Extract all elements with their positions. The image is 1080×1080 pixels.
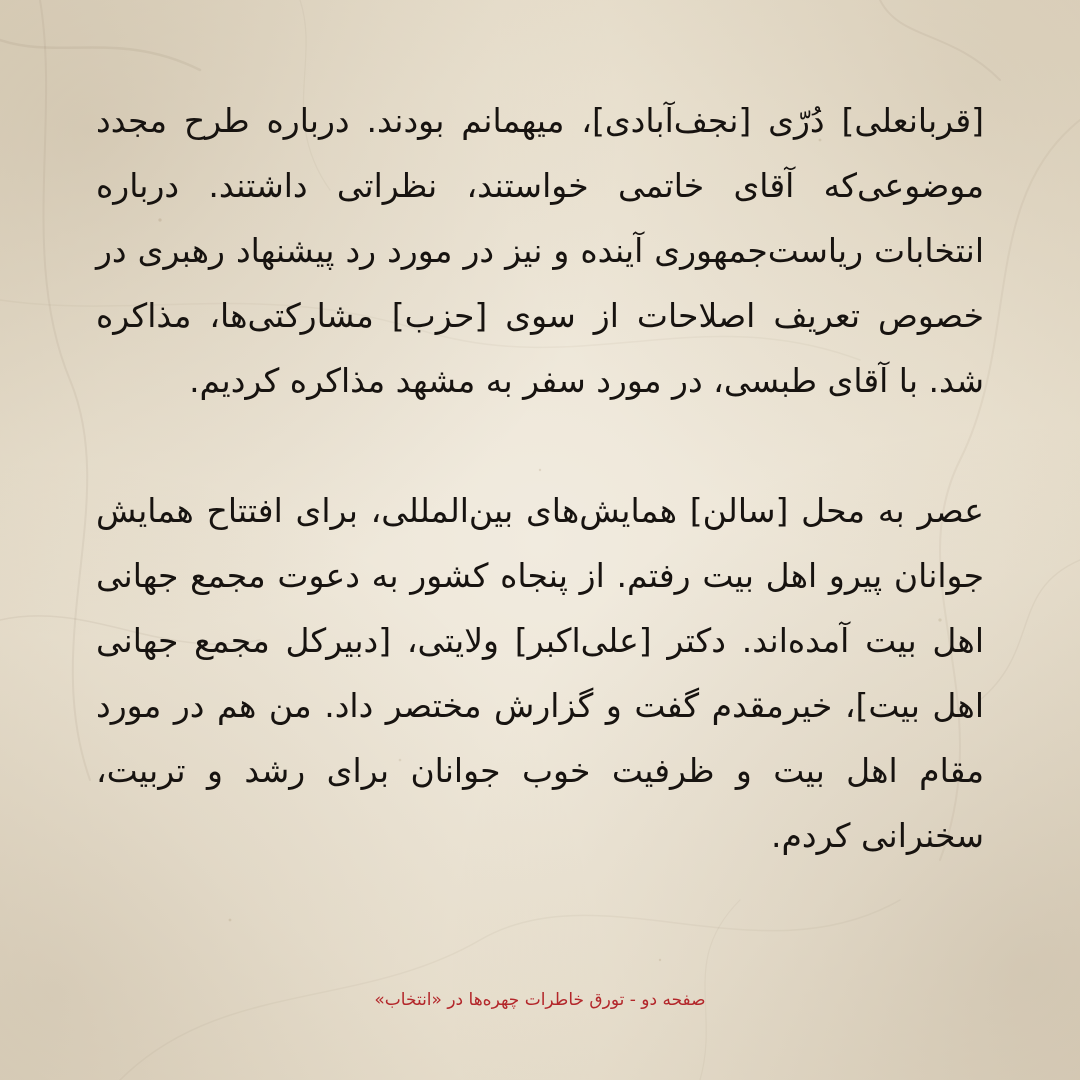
page-footer: صفحه دو - تورق خاطرات چهره‌ها در «انتخاب» (374, 990, 706, 1010)
paragraph-1: [قربانعلی] دُرّی [نجف‌آبادی]، میهمانم بودند. درباره طرح مجدد موضوعی‌که آقای خاتمی خواستند، نظراتی داشتند. درباره انتخابات ریاست‌جمهوری آینده و نیز در مورد رد پیشنهاد رهبری در خصوص تعریف اصلاحات از سوی [حزب] مشارکتی‌ها، مذاکره شد. با آقای طبسی، در مورد سفر به مشهد مذاکره کردیم. (96, 101, 984, 400)
article-body (96, 88, 984, 868)
paragraph-2: عصر به محل [سالن] همایش‌های بین‌المللی، برای افتتاح همایش جوانان پیرو اهل بیت رفتم. از پنجاه کشور به دعوت مجمع جهانی اهل بیت آمده‌اند. دکتر [علی‌اکبر] ولایتی، [دبیرکل مجمع جهانی اهل بیت]، خیرمقدم گفت و گزارش مختصر داد. من هم در مورد مقام اهل بیت و ظرفیت خوب جوانان برای رشد و تربیت، سخنرانی کردم. (96, 491, 984, 855)
